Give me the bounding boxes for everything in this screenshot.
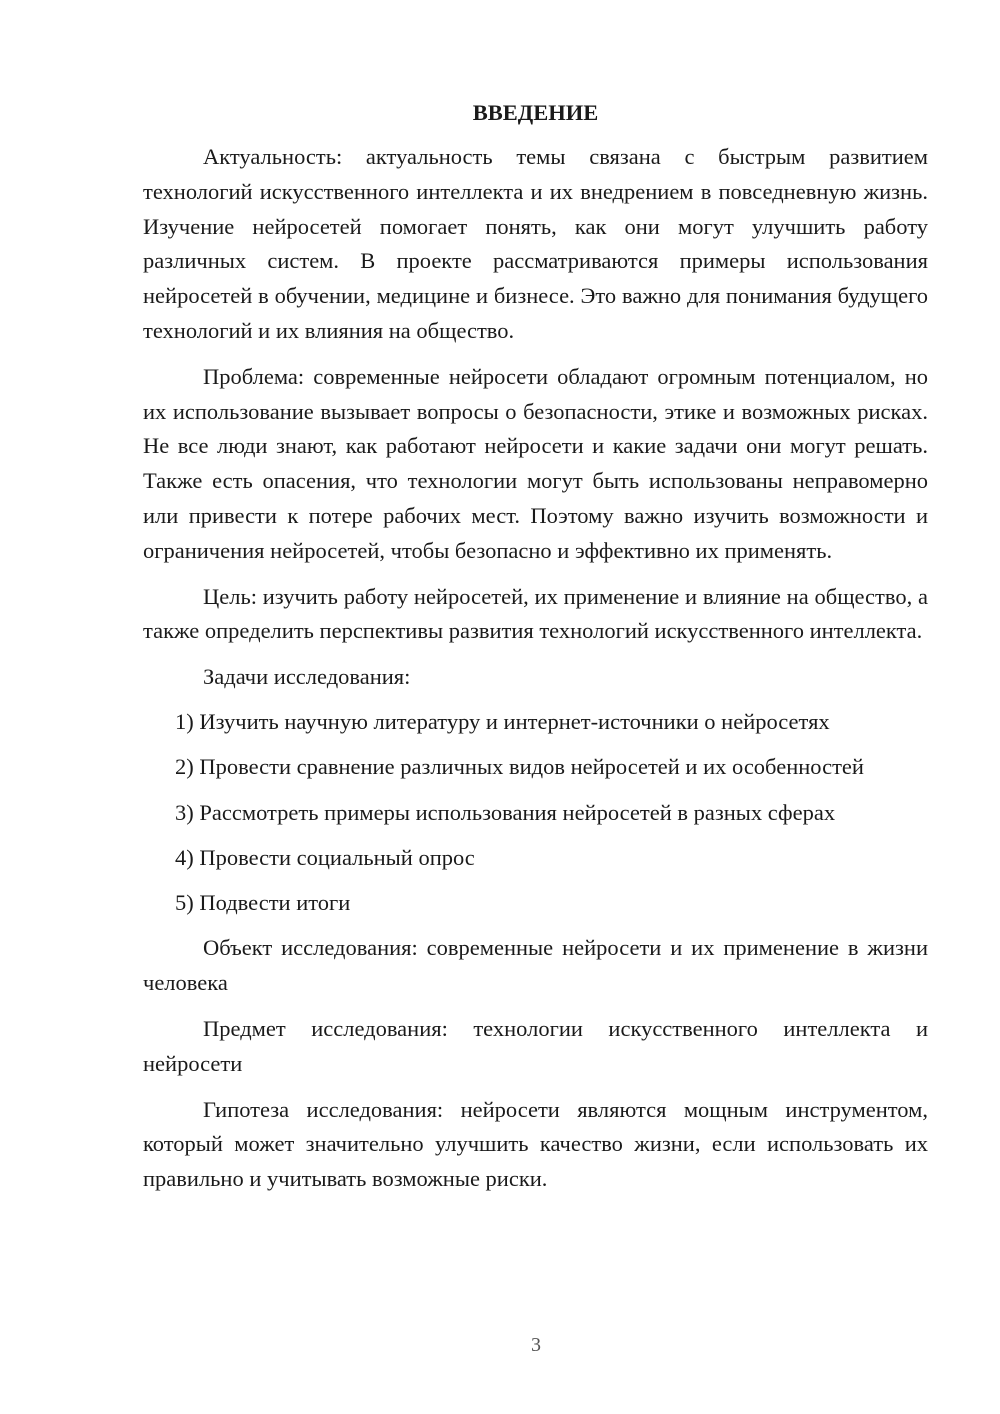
paragraph-subject: Предмет исследования: технологии искусственного интеллекта и нейросети	[143, 1016, 928, 1076]
task-item: 4) Провести социальный опрос	[175, 844, 475, 870]
paragraph-relevance: Актуальность: актуальность темы связана с быстрым развитием технологий искусственного интеллекта и их внедрением в повседневную жизнь. Изучение нейросетей помогает понять, как они могут улучшить работу различных систем. В проекте рассматриваются примеры использования нейросетей в обучении, медицине и бизнесе. Это важно для понимания будущего технологий и их влияния на общество.	[143, 144, 928, 343]
task-list	[143, 705, 928, 921]
page-number: 3	[531, 1334, 541, 1356]
paragraph-hypothesis: Гипотеза исследования: нейросети являются мощным инструментом, который может значительно улучшить качество жизни, если использовать их правильно и учитывать возможные риски.	[143, 1096, 928, 1192]
task-item: 1) Изучить научную литературу и интернет-источники о нейросетях	[175, 708, 830, 734]
task-item: 2) Провести сравнение различных видов нейросетей и их особенностей	[175, 754, 864, 780]
paragraph-problem: Проблема: современные нейросети обладают огромным потенциалом, но их использование вызывает вопросы о безопасности, этике и возможных рисках. Не все люди знают, как работают нейросети и какие задачи они могут решать. Также есть опасения, что технологии могут быть использованы неправомерно или привести к потере рабочих мест. Поэтому важно изучить возможности и ограничения нейросетей, чтобы безопасно и эффективно их применять.	[143, 363, 928, 563]
paragraph-object: Объект исследования: современные нейросети и их применение в жизни человека	[143, 935, 928, 996]
task-item: 5) Подвести итоги	[175, 890, 351, 916]
task-item: 3) Рассмотреть примеры использования нейросетей в разных сферах	[175, 799, 836, 825]
section-title: ВВЕДЕНИЕ	[472, 100, 599, 125]
tasks-heading: Задачи исследования:	[203, 664, 411, 690]
page-content	[143, 96, 928, 1208]
paragraph-goal: Цель: изучить работу нейросетей, их применение и влияние на общество, а также определить перспективы развития технологий искусственного интеллекта.	[143, 583, 928, 644]
